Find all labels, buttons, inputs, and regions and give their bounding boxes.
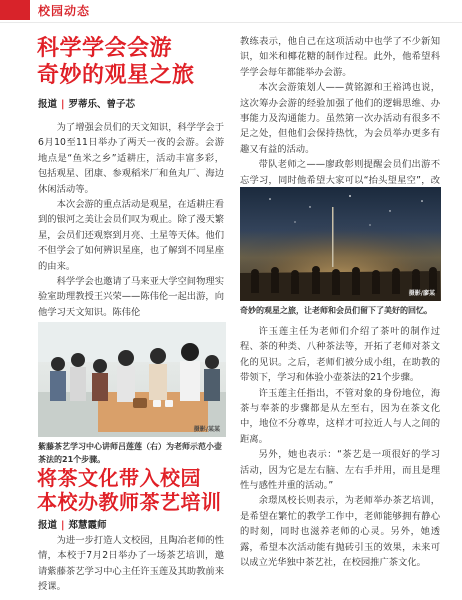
stargazing-photo: [240, 187, 441, 301]
photo-credit: 摄影/廖某: [408, 290, 435, 297]
article1-paragraph: 带队老师之——廖政彰则提醒会员们出游不忘学习，同时他希望大家可以“抬头望星空”，改: [240, 159, 440, 186]
byline-authors: 罗蒂乐、曾子芯: [68, 99, 136, 110]
article1-paragraph: 本次会游的重点活动是观星，在适耕庄看到的银河之美让会员们叹为观止。除了漫天繁星，会员们还观察到月亮、土星等天体。他们不但学会了如何辨识星座，也了解到不同星座的由来。: [38, 199, 224, 272]
byline-authors: 郑慧霞师: [68, 520, 107, 531]
article1-paragraph: 教练表示，他自己在这项活动中也学了不少新知识，如米和椰花糖的制作过程。此外，他希望科学学会每年都能举办会游。: [240, 36, 440, 78]
article2-right-column: [240, 324, 440, 571]
article2-title-line1: 将茶文化带入校园: [37, 466, 201, 490]
article2-left-column: [38, 533, 224, 595]
article1-paragraph: 本次会游策划人——黄铭源和王裕鸿也说，这次筹办会游的经验加强了他们的逻辑思维、办事能力及沟通能力。虽然第一次办活动有很多不足之处，但他们会保持热忱，为会员举办更多有趣又有益的活动。: [240, 82, 440, 155]
article2-paragraph: 许玉莲主任指出，不管对象的身份地位，海茶与奉茶的步骤都是从左至右，因为在茶文化中，地位不分尊卑，这样才可拉近人与人之间的距离。: [240, 387, 440, 445]
byline-label: 报道: [38, 99, 58, 110]
photo-credit: 摄影/某某: [193, 426, 220, 433]
stargazing-photo-art: [240, 187, 441, 301]
article1-title-line2: 奇妙的观星之旅: [37, 63, 195, 88]
article1-byline: 报道 | 罗蒂乐、曾子芯: [38, 99, 136, 110]
article2-paragraph: 许玉莲主任为老师们介绍了茶叶的制作过程、茶的种类、八种茶法等，开拓了老师对茶文化的见识。之后，老师们被分成小组，在助教的带领下，学习和体验小壶茶法的21个步骤。: [240, 326, 440, 384]
header-accent-bar: [0, 0, 30, 20]
tea-class-photo-art: [38, 322, 226, 437]
article1-paragraph: 科学学会也邀请了马来亚大学空间物理实验室助理教授王兴荣——陈伟伦一起出游，向他学习天文知识。陈伟伦: [38, 276, 224, 318]
article2-paragraph: 另外，她也表示：“茶艺是一项很好的学习活动，因为它是左右脑、左右手并用，而且是理性与感性并重的活动。”: [240, 449, 440, 492]
article2-paragraph: 余璟凤校长则表示，为老师举办茶艺培训，是希望在繁忙的教学工作中，老师能够拥有静心的时刻，同时也滋养老师的心灵。另外，她透露，希望本次活动能有抛砖引玉的效果，未来可以成立光华独中茶艺社，在校园推广茶文化。: [240, 495, 440, 569]
article1-left-column: [38, 120, 224, 320]
article1-title-line1: 科学学会会游: [37, 36, 173, 61]
article2-byline: 报道 | 郑慧霞师: [38, 520, 107, 531]
article1-paragraph: 为了增强会员们的天文知识，科学学会于6月10至11日举办了两天一夜的会游。会游地点是“鱼米之乡”适耕庄，活动丰富多彩，包括观星、团康、参观稻米厂和鱼丸厂、海边休闲活动等。: [38, 122, 224, 195]
tea-class-photo-caption: 紫藤茶艺学习中心讲师吕莲莲（右）为老师示范小壶茶法的21个步骤。: [38, 442, 222, 464]
stargazing-photo-caption: 奇妙的观星之旅，让老师和会员们留下了美好的回忆。: [240, 306, 432, 315]
tea-class-photo: [38, 322, 226, 437]
article1-right-column: [240, 34, 440, 203]
article2-paragraph: 为进一步打造人文校园，且陶冶老师的性情，本校于7月2日举办了一场茶艺培训，邀请紫藤茶艺学习中心主任许玉莲及其助教前来授课。: [38, 535, 224, 593]
byline-label: 报道: [38, 520, 58, 531]
article2-title-line2: 本校办教师茶艺培训: [37, 490, 222, 514]
section-label: 校园动态: [38, 4, 91, 18]
